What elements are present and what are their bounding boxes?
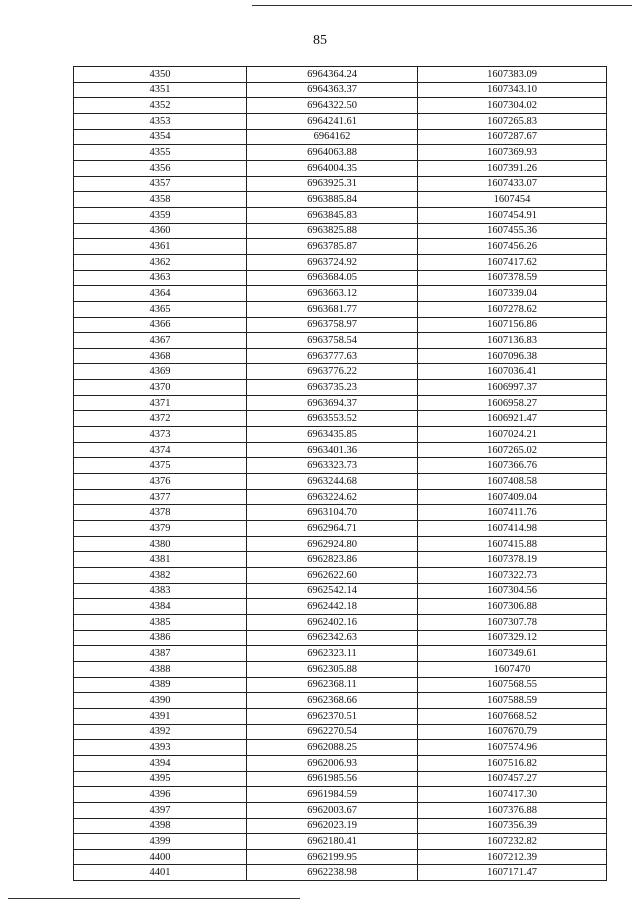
y-coordinate-cell: 1607568.55 bbox=[418, 677, 607, 693]
table-row bbox=[74, 661, 607, 677]
x-coordinate-cell: 6963735.23 bbox=[247, 380, 418, 396]
x-coordinate-cell: 6963553.52 bbox=[247, 411, 418, 427]
x-coordinate-cell: 6963244.68 bbox=[247, 474, 418, 490]
table-row bbox=[74, 427, 607, 443]
table-row bbox=[74, 834, 607, 850]
y-coordinate-cell: 1607304.02 bbox=[418, 98, 607, 114]
y-coordinate-cell: 1607212.39 bbox=[418, 849, 607, 865]
y-coordinate-cell: 1607417.30 bbox=[418, 787, 607, 803]
table-row bbox=[74, 521, 607, 537]
y-coordinate-cell: 1607356.39 bbox=[418, 818, 607, 834]
x-coordinate-cell: 6961985.56 bbox=[247, 771, 418, 787]
y-coordinate-cell: 1607307.78 bbox=[418, 614, 607, 630]
table-row bbox=[74, 348, 607, 364]
x-coordinate-cell: 6962088.25 bbox=[247, 740, 418, 756]
point-number-cell: 4380 bbox=[74, 536, 247, 552]
table-row bbox=[74, 380, 607, 396]
point-number-cell: 4367 bbox=[74, 333, 247, 349]
point-number-cell: 4352 bbox=[74, 98, 247, 114]
x-coordinate-cell: 6964322.50 bbox=[247, 98, 418, 114]
point-number-cell: 4359 bbox=[74, 207, 247, 223]
table-row bbox=[74, 646, 607, 662]
x-coordinate-cell: 6962323.11 bbox=[247, 646, 418, 662]
point-number-cell: 4363 bbox=[74, 270, 247, 286]
table-row bbox=[74, 583, 607, 599]
x-coordinate-cell: 6962238.98 bbox=[247, 865, 418, 881]
x-coordinate-cell: 6962442.18 bbox=[247, 599, 418, 615]
x-coordinate-cell: 6962368.11 bbox=[247, 677, 418, 693]
table-row bbox=[74, 254, 607, 270]
point-number-cell: 4366 bbox=[74, 317, 247, 333]
y-coordinate-cell: 1606921.47 bbox=[418, 411, 607, 427]
y-coordinate-cell: 1607415.88 bbox=[418, 536, 607, 552]
point-number-cell: 4370 bbox=[74, 380, 247, 396]
table-row bbox=[74, 317, 607, 333]
point-number-cell: 4393 bbox=[74, 740, 247, 756]
table-row bbox=[74, 442, 607, 458]
table-row bbox=[74, 129, 607, 145]
point-number-cell: 4400 bbox=[74, 849, 247, 865]
y-coordinate-cell: 1607454 bbox=[418, 192, 607, 208]
y-coordinate-cell: 1607378.19 bbox=[418, 552, 607, 568]
y-coordinate-cell: 1607456.26 bbox=[418, 239, 607, 255]
table-row bbox=[74, 552, 607, 568]
x-coordinate-cell: 6963758.54 bbox=[247, 333, 418, 349]
x-coordinate-cell: 6963758.97 bbox=[247, 317, 418, 333]
x-coordinate-cell: 6962622.60 bbox=[247, 568, 418, 584]
x-coordinate-cell: 6962270.54 bbox=[247, 724, 418, 740]
point-number-cell: 4371 bbox=[74, 395, 247, 411]
y-coordinate-cell: 1607232.82 bbox=[418, 834, 607, 850]
table-row bbox=[74, 849, 607, 865]
x-coordinate-cell: 6963663.12 bbox=[247, 286, 418, 302]
x-coordinate-cell: 6963724.92 bbox=[247, 254, 418, 270]
y-coordinate-cell: 1607670.79 bbox=[418, 724, 607, 740]
point-number-cell: 4364 bbox=[74, 286, 247, 302]
table-row bbox=[74, 693, 607, 709]
point-number-cell: 4401 bbox=[74, 865, 247, 881]
y-coordinate-cell: 1607096.38 bbox=[418, 348, 607, 364]
x-coordinate-cell: 6964004.35 bbox=[247, 160, 418, 176]
table-row bbox=[74, 160, 607, 176]
y-coordinate-cell: 1607287.67 bbox=[418, 129, 607, 145]
y-coordinate-cell: 1607574.96 bbox=[418, 740, 607, 756]
table-row bbox=[74, 192, 607, 208]
x-coordinate-cell: 6963785.87 bbox=[247, 239, 418, 255]
y-coordinate-cell: 1606958.27 bbox=[418, 395, 607, 411]
point-number-cell: 4383 bbox=[74, 583, 247, 599]
x-coordinate-cell: 6964162 bbox=[247, 129, 418, 145]
point-number-cell: 4391 bbox=[74, 708, 247, 724]
table-row bbox=[74, 724, 607, 740]
point-number-cell: 4384 bbox=[74, 599, 247, 615]
x-coordinate-cell: 6962180.41 bbox=[247, 834, 418, 850]
x-coordinate-cell: 6962006.93 bbox=[247, 755, 418, 771]
y-coordinate-cell: 1607470 bbox=[418, 661, 607, 677]
y-coordinate-cell: 1607378.59 bbox=[418, 270, 607, 286]
x-coordinate-cell: 6963845.83 bbox=[247, 207, 418, 223]
y-coordinate-cell: 1607156.86 bbox=[418, 317, 607, 333]
x-coordinate-cell: 6963776.22 bbox=[247, 364, 418, 380]
point-number-cell: 4350 bbox=[74, 67, 247, 83]
x-coordinate-cell: 6962003.67 bbox=[247, 802, 418, 818]
point-number-cell: 4377 bbox=[74, 489, 247, 505]
point-number-cell: 4376 bbox=[74, 474, 247, 490]
table-row bbox=[74, 113, 607, 129]
x-coordinate-cell: 6963694.37 bbox=[247, 395, 418, 411]
x-coordinate-cell: 6962342.63 bbox=[247, 630, 418, 646]
y-coordinate-cell: 1607668.52 bbox=[418, 708, 607, 724]
y-coordinate-cell: 1607457.27 bbox=[418, 771, 607, 787]
y-coordinate-cell: 1607171.47 bbox=[418, 865, 607, 881]
table-row bbox=[74, 458, 607, 474]
y-coordinate-cell: 1607455.36 bbox=[418, 223, 607, 239]
point-number-cell: 4351 bbox=[74, 82, 247, 98]
table-row bbox=[74, 755, 607, 771]
y-coordinate-cell: 1607411.76 bbox=[418, 505, 607, 521]
coordinates-table-body bbox=[74, 67, 607, 881]
y-coordinate-cell: 1607366.76 bbox=[418, 458, 607, 474]
point-number-cell: 4361 bbox=[74, 239, 247, 255]
x-coordinate-cell: 6963104.70 bbox=[247, 505, 418, 521]
table-row bbox=[74, 223, 607, 239]
point-number-cell: 4397 bbox=[74, 802, 247, 818]
y-coordinate-cell: 1607417.62 bbox=[418, 254, 607, 270]
y-coordinate-cell: 1607322.73 bbox=[418, 568, 607, 584]
y-coordinate-cell: 1607408.58 bbox=[418, 474, 607, 490]
point-number-cell: 4382 bbox=[74, 568, 247, 584]
table-row bbox=[74, 865, 607, 881]
x-coordinate-cell: 6962542.14 bbox=[247, 583, 418, 599]
table-row bbox=[74, 771, 607, 787]
y-coordinate-cell: 1607383.09 bbox=[418, 67, 607, 83]
table-row bbox=[74, 630, 607, 646]
point-number-cell: 4385 bbox=[74, 614, 247, 630]
x-coordinate-cell: 6962368.66 bbox=[247, 693, 418, 709]
y-coordinate-cell: 1607136.83 bbox=[418, 333, 607, 349]
table-row bbox=[74, 395, 607, 411]
y-coordinate-cell: 1606997.37 bbox=[418, 380, 607, 396]
point-number-cell: 4379 bbox=[74, 521, 247, 537]
x-coordinate-cell: 6962305.88 bbox=[247, 661, 418, 677]
table-row bbox=[74, 82, 607, 98]
table-row bbox=[74, 301, 607, 317]
point-number-cell: 4387 bbox=[74, 646, 247, 662]
table-row bbox=[74, 818, 607, 834]
table-row bbox=[74, 67, 607, 83]
x-coordinate-cell: 6962402.16 bbox=[247, 614, 418, 630]
table-row bbox=[74, 145, 607, 161]
table-row bbox=[74, 802, 607, 818]
y-coordinate-cell: 1607265.83 bbox=[418, 113, 607, 129]
table-row bbox=[74, 98, 607, 114]
table-row bbox=[74, 614, 607, 630]
page-number: 85 bbox=[313, 33, 327, 48]
y-coordinate-cell: 1607454.91 bbox=[418, 207, 607, 223]
point-number-cell: 4373 bbox=[74, 427, 247, 443]
point-number-cell: 4395 bbox=[74, 771, 247, 787]
point-number-cell: 4394 bbox=[74, 755, 247, 771]
point-number-cell: 4375 bbox=[74, 458, 247, 474]
coordinates-table bbox=[73, 66, 607, 881]
x-coordinate-cell: 6964364.24 bbox=[247, 67, 418, 83]
table-row bbox=[74, 536, 607, 552]
point-number-cell: 4396 bbox=[74, 787, 247, 803]
point-number-cell: 4372 bbox=[74, 411, 247, 427]
y-coordinate-cell: 1607369.93 bbox=[418, 145, 607, 161]
y-coordinate-cell: 1607588.59 bbox=[418, 693, 607, 709]
point-number-cell: 4356 bbox=[74, 160, 247, 176]
point-number-cell: 4398 bbox=[74, 818, 247, 834]
x-coordinate-cell: 6962023.19 bbox=[247, 818, 418, 834]
x-coordinate-cell: 6962924.80 bbox=[247, 536, 418, 552]
point-number-cell: 4399 bbox=[74, 834, 247, 850]
y-coordinate-cell: 1607343.10 bbox=[418, 82, 607, 98]
x-coordinate-cell: 6964063.88 bbox=[247, 145, 418, 161]
y-coordinate-cell: 1607349.61 bbox=[418, 646, 607, 662]
table-row bbox=[74, 207, 607, 223]
point-number-cell: 4381 bbox=[74, 552, 247, 568]
x-coordinate-cell: 6963925.31 bbox=[247, 176, 418, 192]
point-number-cell: 4392 bbox=[74, 724, 247, 740]
y-coordinate-cell: 1607414.98 bbox=[418, 521, 607, 537]
x-coordinate-cell: 6963401.36 bbox=[247, 442, 418, 458]
y-coordinate-cell: 1607329.12 bbox=[418, 630, 607, 646]
bottom-rule bbox=[8, 898, 300, 899]
y-coordinate-cell: 1607306.88 bbox=[418, 599, 607, 615]
table-row bbox=[74, 568, 607, 584]
y-coordinate-cell: 1607265.02 bbox=[418, 442, 607, 458]
table-row bbox=[74, 333, 607, 349]
x-coordinate-cell: 6963825.88 bbox=[247, 223, 418, 239]
y-coordinate-cell: 1607278.62 bbox=[418, 301, 607, 317]
point-number-cell: 4365 bbox=[74, 301, 247, 317]
table-row bbox=[74, 286, 607, 302]
x-coordinate-cell: 6963435.85 bbox=[247, 427, 418, 443]
y-coordinate-cell: 1607304.56 bbox=[418, 583, 607, 599]
point-number-cell: 4389 bbox=[74, 677, 247, 693]
point-number-cell: 4388 bbox=[74, 661, 247, 677]
x-coordinate-cell: 6962199.95 bbox=[247, 849, 418, 865]
point-number-cell: 4362 bbox=[74, 254, 247, 270]
top-rule bbox=[252, 5, 632, 6]
table-row bbox=[74, 176, 607, 192]
x-coordinate-cell: 6963777.63 bbox=[247, 348, 418, 364]
table-row bbox=[74, 677, 607, 693]
y-coordinate-cell: 1607516.82 bbox=[418, 755, 607, 771]
point-number-cell: 4374 bbox=[74, 442, 247, 458]
x-coordinate-cell: 6963681.77 bbox=[247, 301, 418, 317]
point-number-cell: 4390 bbox=[74, 693, 247, 709]
table-row bbox=[74, 474, 607, 490]
y-coordinate-cell: 1607409.04 bbox=[418, 489, 607, 505]
x-coordinate-cell: 6963885.84 bbox=[247, 192, 418, 208]
x-coordinate-cell: 6962964.71 bbox=[247, 521, 418, 537]
point-number-cell: 4353 bbox=[74, 113, 247, 129]
x-coordinate-cell: 6961984.59 bbox=[247, 787, 418, 803]
x-coordinate-cell: 6963224.62 bbox=[247, 489, 418, 505]
point-number-cell: 4355 bbox=[74, 145, 247, 161]
table-row bbox=[74, 787, 607, 803]
y-coordinate-cell: 1607391.26 bbox=[418, 160, 607, 176]
x-coordinate-cell: 6962823.86 bbox=[247, 552, 418, 568]
table-row bbox=[74, 505, 607, 521]
x-coordinate-cell: 6963323.73 bbox=[247, 458, 418, 474]
y-coordinate-cell: 1607036.41 bbox=[418, 364, 607, 380]
table-row bbox=[74, 599, 607, 615]
point-number-cell: 4360 bbox=[74, 223, 247, 239]
y-coordinate-cell: 1607376.88 bbox=[418, 802, 607, 818]
x-coordinate-cell: 6963684.05 bbox=[247, 270, 418, 286]
point-number-cell: 4386 bbox=[74, 630, 247, 646]
point-number-cell: 4357 bbox=[74, 176, 247, 192]
table-row bbox=[74, 489, 607, 505]
table-row bbox=[74, 411, 607, 427]
point-number-cell: 4369 bbox=[74, 364, 247, 380]
point-number-cell: 4368 bbox=[74, 348, 247, 364]
y-coordinate-cell: 1607339.04 bbox=[418, 286, 607, 302]
point-number-cell: 4378 bbox=[74, 505, 247, 521]
x-coordinate-cell: 6964363.37 bbox=[247, 82, 418, 98]
table-row bbox=[74, 364, 607, 380]
point-number-cell: 4354 bbox=[74, 129, 247, 145]
table-row bbox=[74, 740, 607, 756]
table-row bbox=[74, 270, 607, 286]
table-row bbox=[74, 708, 607, 724]
point-number-cell: 4358 bbox=[74, 192, 247, 208]
y-coordinate-cell: 1607024.21 bbox=[418, 427, 607, 443]
y-coordinate-cell: 1607433.07 bbox=[418, 176, 607, 192]
x-coordinate-cell: 6964241.61 bbox=[247, 113, 418, 129]
x-coordinate-cell: 6962370.51 bbox=[247, 708, 418, 724]
table-row bbox=[74, 239, 607, 255]
